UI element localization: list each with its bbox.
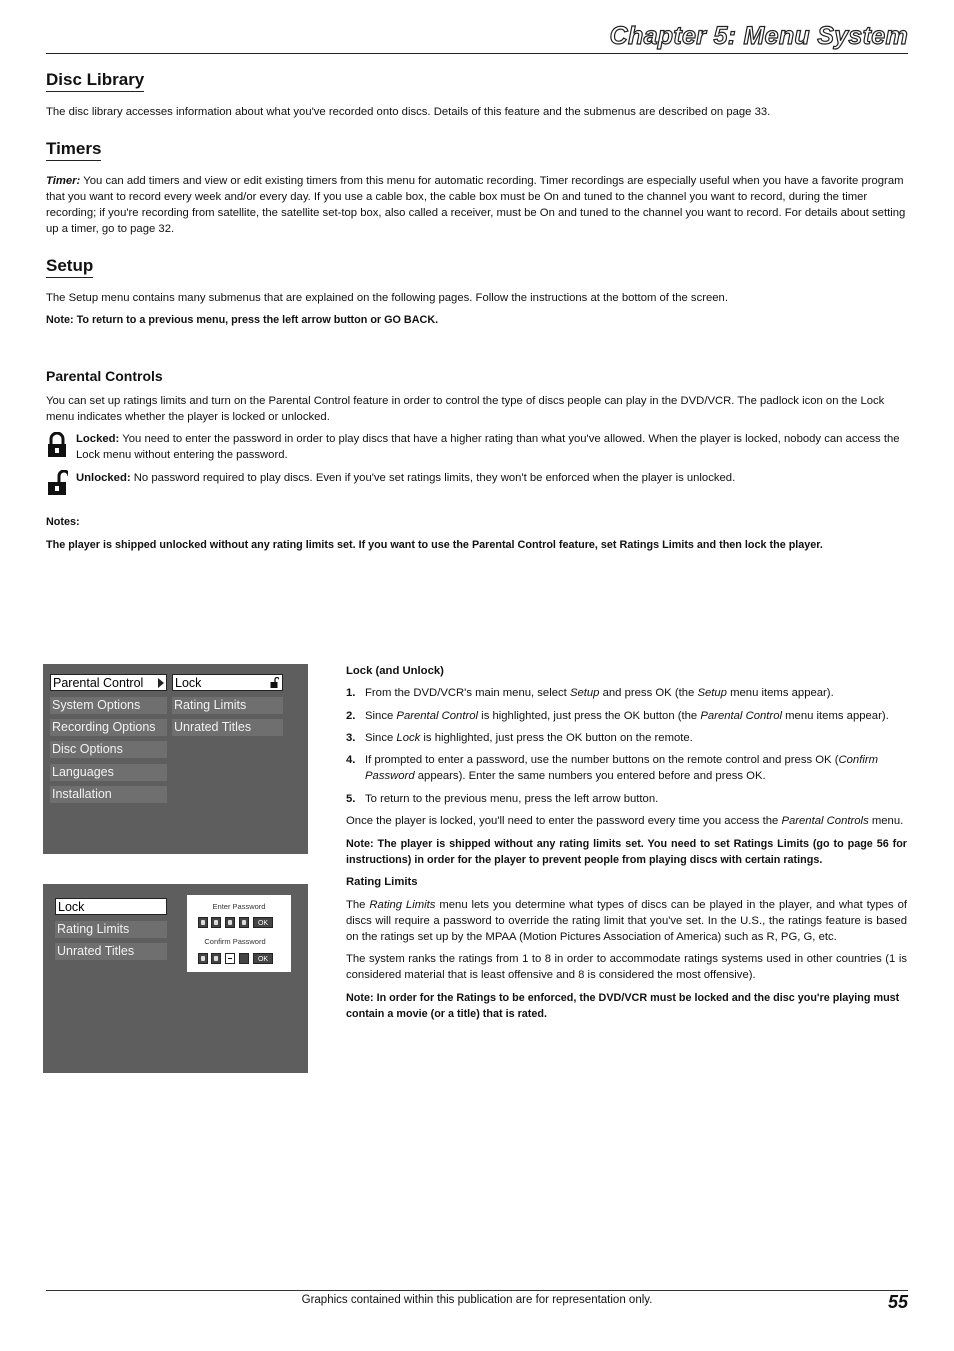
rating-limits-p2: The system ranks the ratings from 1 to 8 in order to accommodate ratings systems used in other countries (1 is considered material that is least offensive and 8 is considered the most offensive).	[346, 953, 907, 981]
confirm-digit-2[interactable]	[211, 953, 221, 964]
step-number: 4.	[346, 754, 356, 766]
step-5: 5. To return to the previous menu, press the left arrow button.	[346, 793, 659, 805]
lock-after-text: Once the player is locked, you'll need to enter the password every time you access the Parental Controls menu.	[346, 815, 904, 827]
submenu-item-lock[interactable]	[172, 674, 283, 691]
password-digit-4[interactable]	[239, 917, 249, 928]
unlocked-padlock-icon	[46, 470, 68, 496]
confirm-ok-button[interactable]: OK	[253, 953, 273, 964]
disc-library-heading: Disc Library	[46, 70, 144, 92]
timers-heading: Timers	[46, 139, 101, 161]
menu-item-label: Parental Control	[53, 676, 144, 690]
menu-item-unrated-titles[interactable]: Unrated Titles	[55, 943, 167, 960]
unlocked-text: No password required to play discs. Even if you've set ratings limits, they won't be enforced when the player is unlocked.	[130, 472, 736, 484]
timer-text: You can add timers and view or edit existing timers from this menu for automatic recording. Timer recordings are especially useful when you have a favorite program that you want to record every week and/or every day. If you use a cable box, the cable box must be On and tuned to the channel you want to record, during the timer recording; if you're recording from satellite, the satellite set-top box, also called a receiver, must be On and tuned to the channel you want to record. For details about setting up a timer, go to page 32.	[46, 175, 906, 235]
password-digit-3[interactable]	[225, 917, 235, 928]
lock-heading: Lock (and Unlock)	[346, 665, 444, 677]
unlocked-padlock-icon	[270, 677, 279, 688]
locked-description	[76, 431, 908, 463]
menu-item-disc-options[interactable]: Disc Options	[50, 741, 167, 758]
password-dialog	[187, 895, 291, 972]
locked-label: Locked:	[76, 433, 120, 445]
timers-paragraph	[46, 173, 908, 237]
menu-item-parental-control[interactable]	[50, 674, 167, 691]
submenu-item-label: Lock	[175, 676, 202, 690]
password-digit-2[interactable]	[211, 917, 221, 928]
step-3: 3. Since Lock is highlighted, just press the OK button on the remote.	[346, 732, 693, 744]
confirm-password-label: Confirm Password	[204, 937, 266, 946]
chapter-title: Chapter 5: Menu System	[609, 22, 908, 50]
locked-text: You need to enter the password in order to play discs that have a higher rating than what you've allowed. When the player is locked, nobody can access the Lock menu without entering the password.	[76, 433, 900, 461]
footer-rule	[46, 1290, 908, 1291]
step-number: 1.	[346, 687, 356, 699]
step-number: 5.	[346, 793, 356, 805]
menu-item-rating-limits[interactable]: Rating Limits	[55, 921, 167, 938]
password-entry-screenshot	[43, 884, 308, 1073]
setup-heading: Setup	[46, 256, 93, 278]
unlocked-label: Unlocked:	[76, 472, 131, 484]
rating-limits-heading: Rating Limits	[346, 876, 418, 888]
footer-disclaimer: Graphics contained within this publication are for representation only.	[301, 1294, 653, 1306]
confirm-digit-3[interactable]	[225, 953, 235, 964]
step-number: 2.	[346, 710, 356, 722]
rating-limits-note: Note: In order for the Ratings to be enforced, the DVD/VCR must be locked and the disc you're playing must contain a movie (or a title) that is rated.	[346, 992, 900, 1020]
setup-note: Note: To return to a previous menu, press the left arrow button or GO BACK.	[46, 314, 439, 326]
submenu-item-rating-limits[interactable]: Rating Limits	[172, 697, 283, 714]
parental-control-menu-screenshot	[43, 664, 308, 854]
menu-item-languages[interactable]: Languages	[50, 764, 167, 781]
rating-limits-p1: The Rating Limits menu lets you determine what types of discs can be played in the player, and what types of discs will require a password to override the rating limit that you've set. In the U.S., the ratings feature is based on the ratings set up by the MPAA (Motion Pictures Association of America) such as R, PG, G, etc.	[346, 899, 907, 943]
enter-ok-button[interactable]: OK	[253, 917, 273, 928]
locked-padlock-icon	[46, 432, 68, 458]
step-number: 3.	[346, 732, 356, 744]
menu-item-recording-options[interactable]: Recording Options	[50, 719, 167, 736]
menu-item-installation[interactable]: Installation	[50, 786, 167, 803]
parental-heading: Parental Controls	[46, 368, 163, 384]
header-rule	[46, 53, 908, 54]
enter-password-label: Enter Password	[212, 902, 266, 911]
menu-item-system-options[interactable]: System Options	[50, 697, 167, 714]
confirm-digit-4[interactable]	[239, 953, 249, 964]
confirm-digit-1[interactable]	[198, 953, 208, 964]
step-1: 1. From the DVD/VCR's main menu, select Setup and press OK (the Setup menu items appear).	[346, 687, 834, 699]
step-4: 4. If prompted to enter a password, use the number buttons on the remote control and press OK (Confirm Password appears). Enter the same numbers you entered before and press OK.	[346, 754, 879, 782]
arrow-right-icon	[158, 678, 164, 688]
disc-library-text: The disc library accesses information about what you've recorded onto discs. Details of this feature and the submenus are described on page 33.	[46, 106, 771, 118]
menu-item-lock[interactable]: Lock	[55, 898, 167, 915]
lock-note: Note: The player is shipped without any rating limits set. You need to set Ratings Limits (go to page 56 for instructions) in order for the player to prevent people from playing discs with certain ratings.	[346, 838, 907, 866]
password-digit-1[interactable]	[198, 917, 208, 928]
parental-text: You can set up ratings limits and turn on the Parental Control feature in order to control the type of discs people can play in the DVD/VCR. The padlock icon on the Lock menu indicates whether the player is locked or unlocked.	[46, 395, 885, 423]
step-2: 2. Since Parental Control is highlighted, just press the OK button (the Parental Control menu items appear).	[346, 710, 889, 722]
unlocked-description	[76, 470, 908, 486]
notes-text: The player is shipped unlocked without any rating limits set. If you want to use the Parental Control feature, set Ratings Limits and then lock the player.	[46, 539, 823, 551]
timer-lead: Timer:	[46, 175, 81, 187]
setup-text: The Setup menu contains many submenus that are explained on the following pages. Follow the instructions at the bottom of the screen.	[46, 292, 728, 304]
page-number: 55	[887, 1292, 908, 1312]
submenu-item-unrated-titles[interactable]: Unrated Titles	[172, 719, 283, 736]
notes-label: Notes:	[46, 516, 80, 528]
